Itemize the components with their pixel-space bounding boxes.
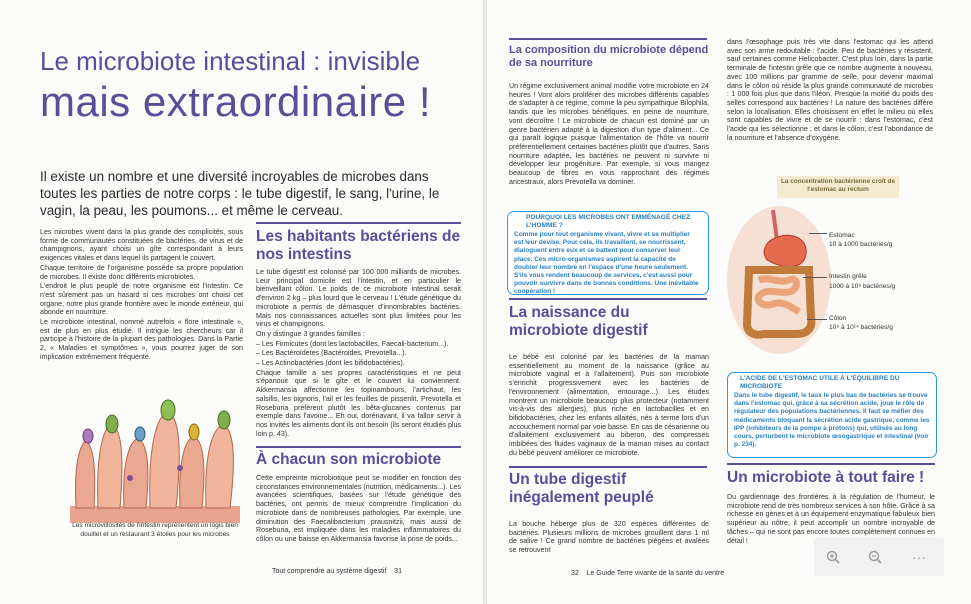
tube-text: La bouche héberge plus de 320 espèces différentes de bactéries. Plusieurs millions de microbes grouillent dans 1 ml de salive ! Ce grand nombre de bactéries piégées et avalées se retrouvent: [509, 520, 709, 555]
microbe: [135, 427, 145, 441]
footer-title: Tout comprendre au système digestif: [272, 568, 387, 575]
section-rule: [509, 38, 707, 40]
label-estomac: Estomac: [829, 232, 855, 239]
left-column-1: [40, 228, 243, 363]
info-box-acide: [727, 372, 937, 458]
page-number: 31: [394, 568, 402, 575]
box-title: L'ACIDE DE L'ESTOMAC UTILE À L'ÉQUILIBRE DU MICROBIOTE: [740, 375, 900, 390]
pointer-line: [807, 319, 827, 320]
value-colon: 10⁸ à 10¹⁴ bactéries/g: [829, 324, 893, 331]
label-grele: Intestin grêle: [829, 273, 867, 280]
microbe: [218, 411, 230, 429]
villus: [206, 424, 234, 508]
villus: [150, 412, 180, 508]
illustration-caption: Les microvillosités de l'intestin représentent un logis bien douillet et un restaurant 3 étoiles pour les microbes: [72, 522, 238, 538]
paragraph: Chaque famille a ses propres caractéristiques et ne peut s'épanouir que si le gîte et le couvert lui conviennent. Akkermansia affectionne les topinambours, l'artichaut, les salsifis, les oignons, l'ail et les feuilles de pissenlit. Prevotella et Roseburia préfèrent plutôt les bêta-glucanes contenus par exemple dans l'avoine... Eh oui, dorénavant, il va falloir servir à nos invités les aliments dont ils ont besoin (ils seront étudiés plus loin p. 43).: [256, 368, 461, 438]
microbe: [189, 424, 199, 440]
naissance-text: Le bébé est colonisé par les bactéries de la maman essentiellement au moment de la naissance (grâce au microbiote vaginal et à l'allaitement). Puis son microbiote s'enrichit progressivement avec les bactéries de l'environnement (alimentation, entourage...). Les études montrent un microbiote beaucoup plus protecteur (notamment vis-à-vis des allergies), plus riche en lactobacilles et en bifidobactéries, chez les enfants allaités, nés à terme lors d'un accouchement normal par voie basse. En cas de césarienne ou d'allaitement exclusivement au biberon, des compresses imbibées des fluides vaginaux de la maman mises au contact du bébé peuvent améliorer ce microbiote.: [509, 353, 709, 457]
heading-habitants: Les habitants bactériens de nos intestins: [256, 228, 461, 263]
stomach: [764, 235, 806, 266]
intro-paragraph: Il existe un nombre et une diversité incroyables de microbes dans toutes les parties de notre corps : le tube digestif, le sang, l'urine, le vagin, la peau, les poumons... et même le cerveau.: [40, 169, 440, 218]
zoom-toolbar: [814, 538, 944, 576]
label-colon: Côlon: [829, 315, 847, 322]
paragraph: On y distingue 3 grandes familles :: [256, 329, 365, 338]
right-footer: [571, 570, 724, 577]
section-rule: [727, 463, 935, 465]
section-rule: [509, 298, 707, 300]
tout-faire-text: Du gardiennage des frontières à la régulation de l'humeur, le microbiote rend de très nombreux services à son hôte. Grâce à sa richesse en gènes et à un équipement enzymatique fabuleux bien supérieur au nôtre, il peut accomplir un nombre incroyable de tâches – qui ne sont pas encore toutes complètement connues en détail !: [727, 493, 935, 545]
box-text: Comme pour tout organisme vivant, vivre et se multiplier est leur devise. Pour cela, ils travaillent, se nourrissent, dialoguent entre eux et se battent pour conserver leur place. Ces micro-organismes aspirent la capacité de doubler leur nombre en l'espace d'une heure seulement. S'ils vous rendent beaucoup de services, c'est aussi pour pouvoir survivre dans de bonnes conditions. Une inévitable coopération !: [514, 231, 699, 296]
paragraph: Les microbes vivent dans la plus grande des complicités, sous forme de communautés constituées de bactéries, de virus et de champignons, ayant choisi un gîte correspondant à leurs exigences vitales et dans lequel ils partagent le couvert.: [40, 228, 243, 263]
villus: [124, 438, 148, 508]
paragraph: – Les Bactéroïdetes (Bactéroides, Prevotella...).: [256, 349, 407, 358]
villus: [98, 424, 122, 508]
microbe: [127, 475, 133, 481]
value-estomac: 10 à 1000 bactéries/g: [829, 241, 893, 248]
left-footer: [272, 568, 402, 575]
heading-chacun: À chacun son microbiote: [256, 451, 442, 468]
heading-tout-faire: Un microbiote à tout faire !: [727, 469, 925, 486]
zoom-in-icon[interactable]: [822, 546, 844, 568]
diagram-title: La concentration bactérienne croît de l'estomac au rectum: [781, 178, 895, 193]
paragraph: Le tube digestif est colonisé par 100 000 milliards de microbes. Leur principal domicile est l'intestin, et en particulier le bienveillant côlon. Le poids de ce microbiote intestinal serait d'environ 2 kg – plus lourd que le cerveau ! L'étude génétique du microbiote a permis de démasquer d'innombrables bactéries. Mais nos connaissances actuelles sont plus limitées pour les virus et champignons.: [256, 268, 461, 329]
microbe: [83, 429, 93, 443]
left-column-2: [256, 268, 461, 439]
paragraph: L'endroit le plus peuplé de notre organisme est l'intestin. Ce n'est sûrement pas un hasard si ces microbes ont choisi cet organe, notre plus grande frontière avec le monde extérieur, qui abonde en nourriture.: [40, 282, 243, 317]
microbe: [106, 415, 118, 433]
paragraph: – Les Firmicutes (dont les lactobacilles, Faecali-bacterium...).: [256, 339, 449, 348]
digestive-illustration: [723, 200, 835, 356]
composition-text: Un régime exclusivement animal modifie votre microbiote en 24 heures ! Vont alors proliférer des microbes différents capables de s'adapter à ce régime, comme la peu sympathique Bilophila, tandis que les microbes bénéfiques, en peine de nourriture, vont décroître ! Le microbiote de chacun est dominé par un genre bactérien adapté à la digestion d'un type d'aliment... Ce qui paraît logique puisque l'alimentation de l'hôte va nourrir préférentiellement certaines bactéries plutôt que d'autres. Sans nourriture adaptée, les bactéries ne peuvent ni survivre ni développer leur progéniture. Par exemple, si vous mangez beaucoup de fibres en vous rapprochant des régimes ancestraux, alors Prevotella va dominer.: [509, 82, 709, 186]
villi-illustration: [70, 388, 240, 523]
heading-naissance: La naissance du microbiote digestif: [509, 304, 648, 339]
zoom-out-icon[interactable]: [864, 546, 886, 568]
title-line-2: mais extraordinaire !: [40, 78, 431, 125]
paragraph: Chaque territoire de l'organisme possède sa propre population de microbes. Il existe donc différents microbiotes.: [40, 263, 243, 281]
villi-base: [70, 506, 240, 523]
footer-title: Le Guide Terre vivante de la santé du ventre: [586, 570, 725, 577]
heading-tube: Un tube digestif inégalement peuplé: [509, 471, 654, 506]
section-rule: [509, 466, 707, 468]
paragraph: – Les Actinobactéries (dont les bifidobactéries).: [256, 359, 405, 368]
right-page: [487, 0, 971, 604]
box-text: Dans le tube digestif, le taux le plus bas de bactéries se trouve dans l'estomac qui, grâce à sa sécrétion acide, joue le rôle de régulateur des populations bactériennes. Il faut se méfier des médicaments bloquant la sécrétion acide gastrique, comme les IPP (inhibiteurs de la pompe à protons) qui, utilisés au long cours, perturbent le microbiote œsogastrique et intestinal (voir p. 234).: [734, 392, 930, 449]
paragraph: Le microbiote intestinal, nommé autrefois « flore intestinale », est de plus en plus étudié. Il intrigue les chercheurs car il participe à l'histoire de la plupart des pathologies. Dans la Partie 2, « Maladies et symptômes », vous pourrez juger de son implication extrêmement fréquente.: [40, 318, 243, 361]
section-rule: [256, 446, 461, 448]
microbe: [177, 465, 183, 471]
villus: [75, 440, 94, 508]
title-line-1: Le microbiote intestinal : invisible: [40, 46, 421, 76]
diagram-title-box: [777, 176, 899, 198]
heading-composition: La composition du microbiote dépend de sa nourriture: [509, 44, 709, 69]
pointer-line: [803, 277, 827, 278]
page-number: 32: [571, 570, 579, 577]
value-grele: 1000 à 10⁸ bactéries/g: [829, 283, 896, 290]
box-title: POURQUOI LES MICROBES ONT EMMÉNAGÉ CHEZ L'HOMME ?: [526, 214, 691, 229]
more-options-button[interactable]: ···: [912, 549, 926, 565]
pointer-line: [809, 233, 827, 234]
section-rule: [256, 222, 461, 224]
left-page: [0, 0, 483, 604]
right-column-text: dans l'œsophage puis très vite dans l'estomac qui les attend avec son arme redoutable : l'acide. Peu de bactéries y résistent, sauf certaines comme Helicobacter. C'est plus loin, dans la partie terminale de l'intestin grêle que ce nombre augmente à nouveau, avec 100 millions par gramme de selle, pour devenir maximal dans le côlon où réside la plus grande communauté de microbes : 1 000 fois plus que dans l'iléon. Presque la moitié du poids des selles correspond aux bactéries ! La nature des bactéries diffère selon la localisation. Elles choisissent en effet le milieu où elles sont capables de vivre et de se nourrir : dans l'estomac, c'est l'acide qui les sélectionne ; et dans le côlon, c'est l'abondance de la nourriture et l'absence d'oxygène.: [727, 38, 933, 142]
info-box-microbes: [507, 211, 709, 295]
villus: [180, 436, 204, 508]
left-column-2-chacun: Cette empreinte microbiotique peut se modifier en fonction des circonstances environnementales (nutrition, médicaments...). Les avancées scientifiques, basées sur l'étude génétique des bactéries, ont permis de mieux comprendre l'implication du microbiote dans de nombreuses pathologies. Par exemple, une diminution des Faecalibacterium prausnitzii, mais aussi de Roseburia, est impliquée dans les maladies inflammatoires du côlon ou une baisse en Akkermansia favorise la prise de poids...: [256, 474, 461, 543]
microbe: [161, 400, 175, 420]
